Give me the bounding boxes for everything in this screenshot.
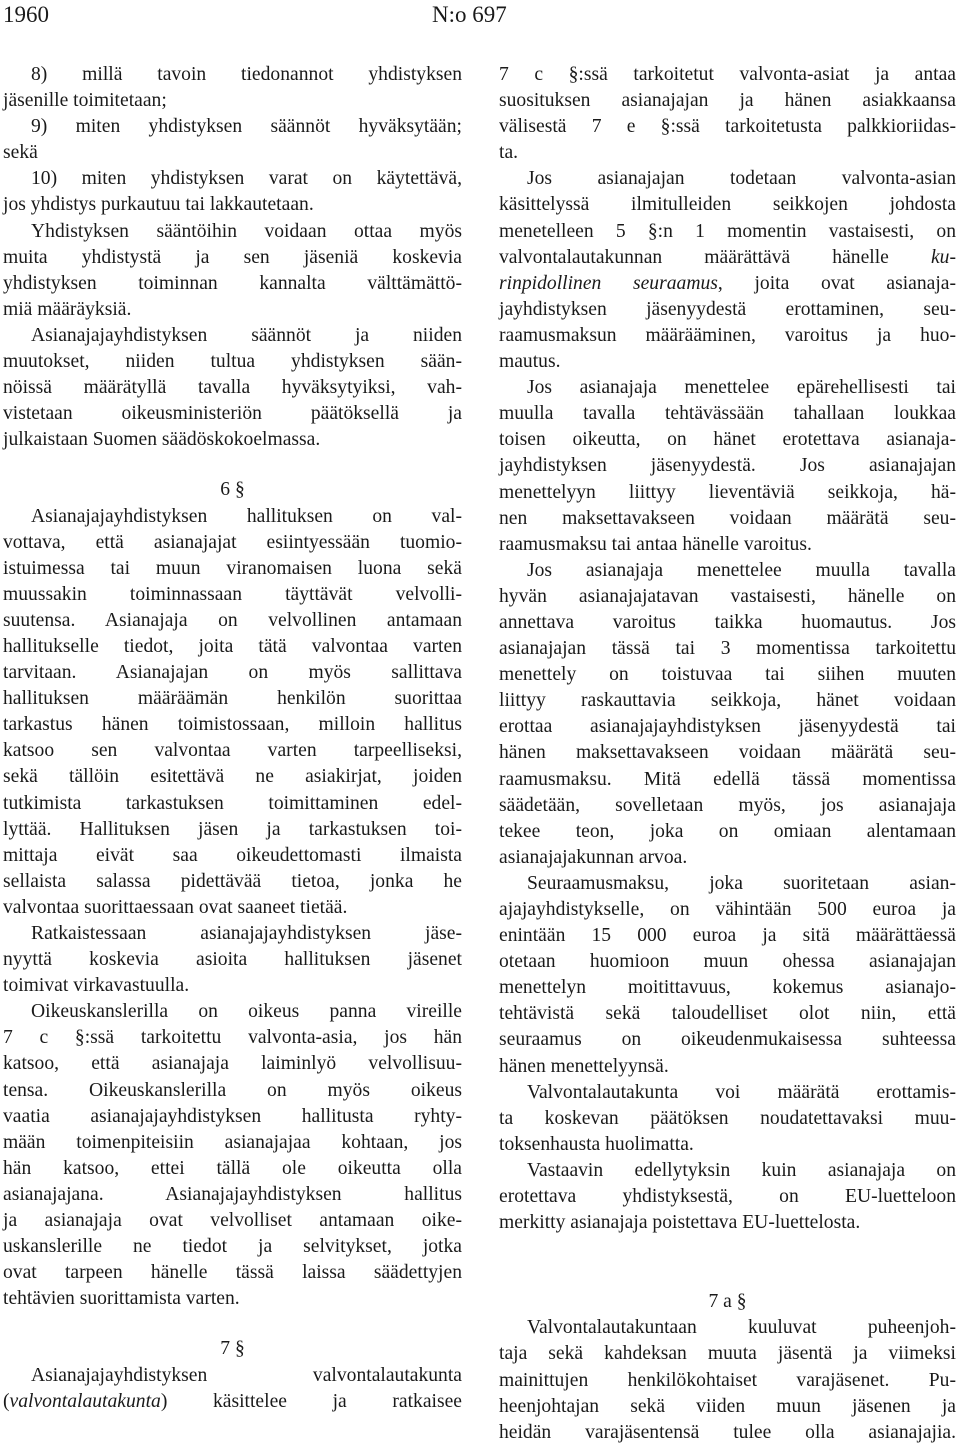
sanctions-text — [499, 297, 956, 1236]
text-line: heenjohtajan sekä viiden muun jäsenen ja — [499, 1395, 956, 1417]
text-line: istuimessa tai muun viranomaisen luona sekä — [3, 557, 462, 579]
list-block — [3, 62, 462, 453]
page-header — [0, 0, 960, 30]
text-line: Oikeuskanslerilla on oikeus panna vireille — [31, 1001, 462, 1023]
section-7-line-2 — [3, 1389, 462, 1415]
defined-term: valvontalautakunta — [9, 1390, 161, 1412]
text-line: mittaja eivät saa oikeudettomasti ilmaista — [3, 844, 462, 866]
text-line: tarvitaan. Asianajajan on myös sallittava — [3, 662, 462, 684]
text-line: 9) miten yhdistyksen säännöt hyväksytään; — [31, 116, 462, 138]
section-7-line-2-rest: ) käsittelee ja ratkaisee — [160, 1390, 462, 1412]
section-6-heading: 6 § — [220, 479, 245, 501]
text-line: katsoo, että asianajaja laiminlyö velvollisuu- — [3, 1053, 462, 1075]
text-line: jayhdistyksen jäsenyydestä erottaminen, seu- — [499, 298, 956, 320]
text-line: menetelleen 5 §:n 1 momentin vastaisesti, on — [499, 220, 956, 242]
text-line: tehtävien suorittamista varten. — [3, 1288, 240, 1310]
text-line: miä määräyksiä. — [3, 298, 132, 320]
text-line: tekee teon, joka on omiaan alentamaan — [499, 820, 956, 842]
text-line: Ratkaistessaan asianajajayhdistyksen jäse- — [31, 923, 462, 944]
text-line: asianajajana. Asianajajayhdistyksen hallitus — [3, 1183, 462, 1205]
text-line: suutensa. Asianajaja on velvollinen antamaan — [3, 609, 462, 631]
ku-line-italic: ku- — [930, 246, 956, 268]
text-line: lyttää. Hallituksen jäsen ja tarkastuksen toi- — [3, 818, 462, 840]
text-line: erottaa asianajajayhdistyksen jäsenyydestä tai — [499, 716, 956, 738]
text-line: liittyy raskauttavia seikkoja, hänet voidaan — [499, 690, 956, 712]
text-line: vottava, että asianajajat esiintyessään tuomio- — [3, 531, 462, 553]
ku-line-start: valvontalautakunnan määrättävä hänelle — [499, 246, 931, 268]
section-7a-heading: 7 a § — [708, 1291, 747, 1313]
text-line: mään toimenpiteisiin asianajajaa kohtaan, jos — [3, 1131, 462, 1153]
section-7-line-1: Asianajajayhdistyksen valvontalautakunta — [31, 1364, 462, 1386]
text-line: sellaista salassa pidettävää tietoa, jonka he — [3, 870, 462, 892]
text-line: uskanslerille ne tiedot ja selvitykset, jotka — [3, 1236, 462, 1258]
text-line: 8) millä tavoin tiedonannot yhdistyksen — [31, 64, 462, 85]
text-line: merkitty asianajaja poistettava EU-luettelosta. — [499, 1212, 861, 1234]
section-7-heading: 7 § — [220, 1338, 245, 1360]
text-line: julkaistaan Suomen säädöskokoelmassa. — [3, 429, 321, 451]
text-line: menettelyn moitittavuus, kokemus asianajo- — [499, 977, 956, 999]
text-line: valvontaa suorittaessaan ovat saaneet tietää. — [3, 896, 348, 918]
text-line: jäsenille toimitetaan; — [3, 90, 167, 112]
text-line: toimivat virkavastuulla. — [3, 975, 190, 997]
text-line: muussakin toiminnassaan täyttävät velvolli- — [3, 583, 462, 605]
text-line: suosituksen asianajajan ja hänen asiakkaansa — [499, 90, 956, 112]
text-line: asianajajakunnan arvoa. — [499, 846, 688, 868]
text-line: jos yhdistys purkautuu tai lakkautetaan. — [3, 194, 314, 216]
section-6-text — [3, 504, 462, 1313]
text-line: yhdistyksen toiminnan kannalta välttämättö- — [3, 272, 462, 294]
text-line: heidän varajäsentensä tulee olla asianajajia. — [499, 1421, 956, 1443]
text-line: tutkimista tarkastuksen toimittaminen edel- — [3, 792, 462, 814]
text-line: 10) miten yhdistyksen varat on käytettävä, — [31, 168, 462, 190]
text-line: otetaan huomioon muun ohessa asianajajan — [499, 951, 956, 973]
page-number: 1960 — [3, 2, 49, 27]
text-line: muutokset, niiden tultua yhdistyksen sään- — [3, 351, 462, 373]
text-line: ta. — [499, 142, 519, 164]
text-line: erotettava yhdistyksestä, on EU-luetteloon — [499, 1186, 956, 1208]
text-line: hyvän asianajajatavan vastaisesti, hänelle on — [499, 585, 956, 607]
text-line: enintään 15 000 euroa ja sitä määrättäessä — [499, 925, 956, 947]
text-line: säädetään, sovelletaan myös, jos asianajaja — [499, 794, 956, 816]
text-line: muulla tavalla tehtävässään tahallaan loukkaa — [499, 403, 956, 425]
text-line: sekä — [3, 142, 38, 164]
text-line: tensa. Oikeuskanslerilla on myös oikeus — [3, 1079, 462, 1101]
text-line: toisen oikeutta, on hänet erotettava asianaja- — [499, 429, 956, 451]
text-line: raamusmaksu tai antaa hänelle varoitus. — [499, 533, 812, 555]
text-line: raamusmaksu. Mitä edellä tässä momentissa — [499, 768, 956, 790]
text-line: muita yhdistystä ja sen jäseniä koskevia — [3, 246, 462, 268]
text-line: Jos asianajajan todetaan valvonta-asian — [527, 168, 956, 190]
paren-open: ( — [3, 1390, 10, 1412]
text-line: seuraamus on oikeudenmukaisessa suhteessa — [499, 1029, 956, 1051]
text-line: hän katsoo, ettei tällä ole oikeutta olla — [3, 1157, 462, 1179]
text-line: vaatia asianajajayhdistyksen hallitusta ryhty- — [3, 1105, 462, 1127]
text-line: Seuraamusmaksu, joka suoritetaan asian- — [527, 872, 956, 894]
text-line: ovat tarpeen hänelle tässä laissa säädettyjen — [3, 1262, 462, 1284]
text-line: jayhdistyksen jäsenyydestä. Jos asianajajan — [499, 455, 956, 477]
text-line: annettava varoitus taikka huomautus. Jos — [499, 611, 956, 633]
text-line: nyyttä koskevia asioita hallituksen jäsenet — [3, 949, 462, 971]
left-column — [3, 62, 462, 1415]
text-line: menettely on toistuvaa tai siihen muuten — [499, 664, 956, 686]
text-line: 7 c §:ssä tarkoitettu valvonta-asia, jos hän — [3, 1027, 462, 1049]
text-line: hallituksen määräämän henkilön suorittaa — [3, 688, 462, 710]
text-line: nen maksettavakseen voidaan määrätä seu- — [499, 507, 956, 529]
document-number: N:o 697 — [432, 2, 507, 27]
text-line: käsittelyssä ilmitulleiden seikkojen johdosta — [499, 194, 956, 216]
ku2-rest: , joita ovat asianaja- — [717, 272, 956, 294]
text-line: hänen menettelyynsä. — [499, 1055, 669, 1077]
text-line: Asianajajayhdistyksen hallituksen on val- — [31, 505, 462, 527]
text-line: ta koskevan päätöksen noudatettavaksi muu- — [499, 1107, 956, 1129]
section-7-continuation — [499, 62, 956, 245]
kurinpidollinen-line-2 — [499, 271, 956, 297]
text-line: välisestä 7 e §:ssä tarkoitetusta palkkioriidas- — [499, 116, 956, 138]
text-line: tarkastus hänen toimistossaan, milloin hallitus — [3, 714, 462, 736]
right-column — [499, 62, 956, 1446]
text-line: sekä tällöin esitettävä ne asiakirjat, joiden — [3, 766, 462, 788]
text-line: ja asianajaja ovat velvolliset antamaan oike- — [3, 1210, 462, 1232]
text-line: katsoo sen valvontaa varten tarpeelliseksi, — [3, 740, 462, 762]
text-line: mainittujen henkilökohtaiset varajäsenet. Pu- — [499, 1369, 956, 1391]
text-line: raamusmaksun määrääminen, varoitus ja huo- — [499, 324, 956, 346]
text-line: Jos asianajaja menettelee muulla tavalla — [527, 559, 956, 581]
text-line: taja sekä kahdeksan muuta jäsentä ja viimeksi — [499, 1343, 956, 1365]
text-line: Jos asianajaja menettelee epärehellisesti tai — [527, 377, 956, 399]
text-line: Yhdistyksen sääntöihin voidaan ottaa myös — [31, 220, 462, 242]
text-line: ajajayhdistykselle, on vähintään 500 euroa ja — [499, 899, 956, 920]
kurinpidollinen-line-1 — [499, 245, 956, 271]
text-line: asianajajan tässä tai 3 momentissa tarkoitettu — [499, 638, 956, 660]
text-line: vistetaan oikeusministeriön päätöksellä ja — [3, 403, 462, 425]
text-line: hänen maksettavakseen voidaan määrätä seu- — [499, 742, 956, 764]
text-line: mautus. — [499, 351, 561, 373]
text-line: Valvontalautakunta voi määrätä erottamis- — [527, 1081, 956, 1103]
text-line: Valvontalautakuntaan kuuluvat puheenjoh- — [527, 1317, 956, 1339]
text-line: 7 c §:ssä tarkoitetut valvonta-asiat ja antaa — [499, 64, 956, 85]
text-line: hallitukselle tiedot, joita tätä valvontaa varten — [3, 635, 462, 657]
text-line: toksenhausta huolimatta. — [499, 1133, 694, 1155]
text-line: tehtävistä sekä taloudelliset olot niin, että — [499, 1003, 956, 1025]
kurinpidollinen-seuraamus-term: rinpidollinen seuraamus — [499, 272, 718, 294]
text-line: Asianajajayhdistyksen säännöt ja niiden — [31, 324, 462, 346]
text-line: menettelyyn liittyy lieventäviä seikkoja, hä- — [499, 481, 956, 503]
section-7a-text — [499, 1315, 956, 1445]
text-line: Vastaavin edellytyksin kuin asianajaja on — [527, 1159, 956, 1181]
text-line: nöissä määrätyllä tavalla hyväksytyiksi, vah- — [3, 377, 462, 399]
